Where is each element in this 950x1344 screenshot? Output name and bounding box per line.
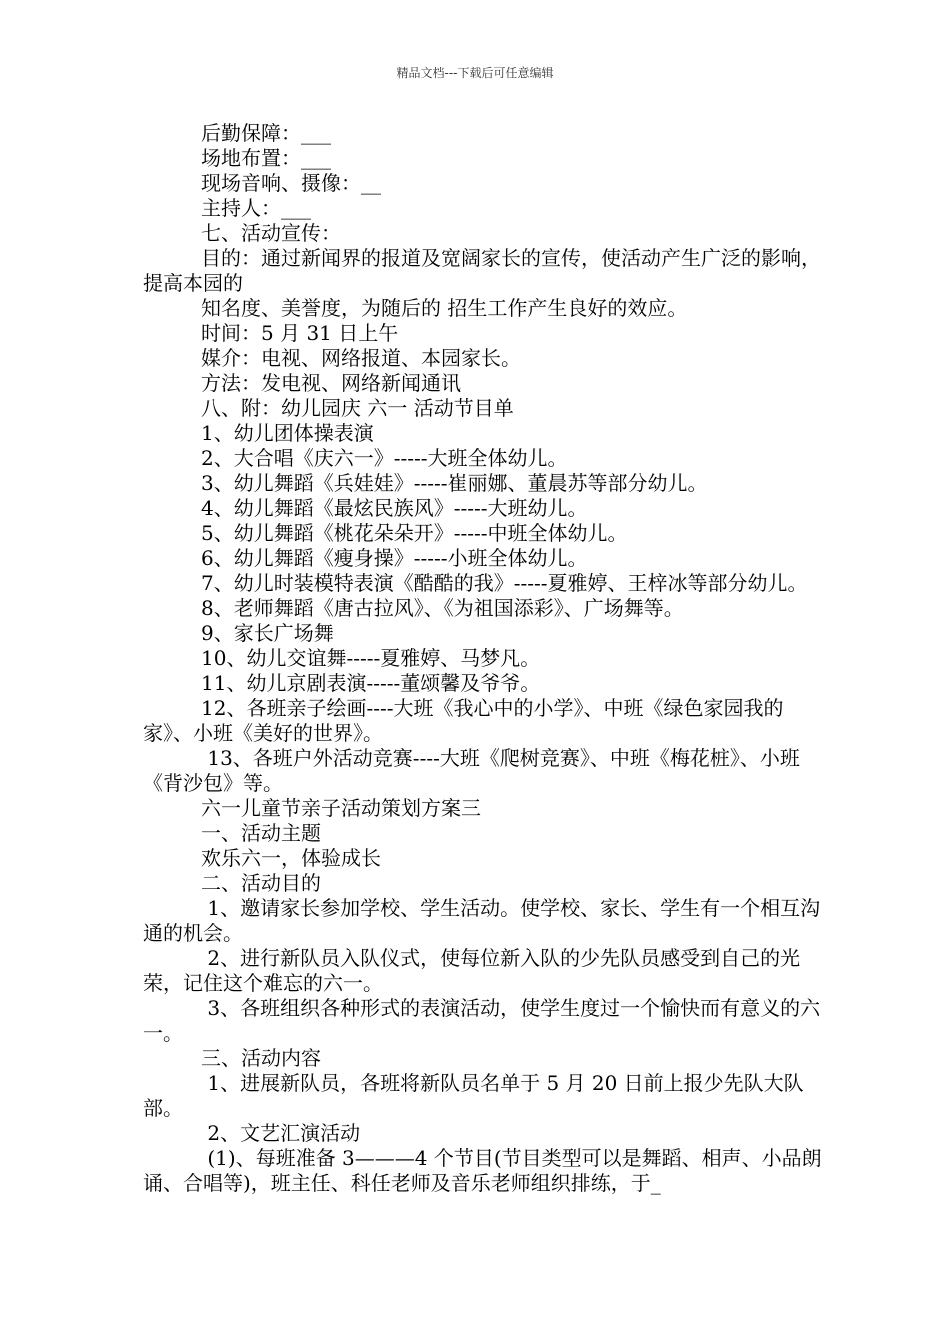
program-item: 3、幼儿舞蹈《兵娃娃》-----崔丽娜、董晨苏等部分幼儿。 bbox=[201, 471, 708, 495]
program-item: 10、幼儿交谊舞-----夏雅婷、马梦凡。 bbox=[201, 646, 541, 670]
program-item: 5、幼儿舞蹈《桃花朵朵开》-----中班全体幼儿。 bbox=[201, 521, 628, 545]
paragraph: 方法：发电视、网络新闻通讯 bbox=[201, 371, 461, 395]
program-item: 13、各班户外活动竞赛----大班《爬树竞赛》、中班《梅花桩》、小班《背沙包》等。 bbox=[143, 746, 800, 795]
program-item: 8、老师舞蹈《唐古拉风》、《为祖国添彩》、广场舞等。 bbox=[201, 596, 684, 620]
paragraph: 现场音响、摄像：__ bbox=[201, 171, 381, 195]
paragraph: 后勤保障：___ bbox=[201, 121, 331, 145]
page-header: 精品文档---下载后可任意编辑 bbox=[396, 66, 554, 80]
paragraph: 2、文艺汇演活动 bbox=[201, 1121, 361, 1145]
paragraph: 3、各班组织各种形式的表演活动，使学生度过一个愉快而有意义的六一。 bbox=[143, 996, 821, 1045]
paragraph: 时间：5 月 31 日上午 bbox=[201, 321, 399, 345]
program-item: 1、幼儿团体操表演 bbox=[201, 421, 374, 445]
program-item: 4、幼儿舞蹈《最炫民族风》-----大班幼儿。 bbox=[201, 496, 588, 520]
program-item: 9、家长广场舞 bbox=[201, 621, 334, 645]
paragraph: 场地布置：___ bbox=[201, 146, 331, 170]
section-heading: 二、活动目的 bbox=[201, 871, 321, 895]
section-heading: 一、活动主题 bbox=[201, 821, 321, 845]
paragraph: 媒介：电视、网络报道、本园家长。 bbox=[201, 346, 521, 370]
program-item: 11、幼儿京剧表演-----董颂馨及爷爷。 bbox=[201, 671, 541, 695]
program-item: 12、各班亲子绘画----大班《我心中的小学》、中班《绿色家园我的家》、小班《美好的世界》。 bbox=[143, 696, 784, 745]
program-item: 7、幼儿时装模特表演《酷酷的我》-----夏雅婷、王梓冰等部分幼儿。 bbox=[201, 571, 808, 595]
paragraph: 1、进展新队员，各班将新队员名单于 5 月 20 日前上报少先队大队部。 bbox=[143, 1071, 804, 1120]
plan-title: 六一儿童节亲子活动策划方案三 bbox=[201, 796, 481, 820]
document-body bbox=[143, 121, 823, 1196]
paragraph: (1)、每班准备 3———4 个节目(节目类型可以是舞蹈、相声、小品朗诵、合唱等)，班主任、科任老师及音乐老师组织排练，于_ bbox=[143, 1146, 822, 1195]
paragraph: 欢乐六一，体验成长 bbox=[201, 846, 381, 870]
program-item: 2、大合唱《庆六一》-----大班全体幼儿。 bbox=[201, 446, 568, 470]
program-item: 6、幼儿舞蹈《瘦身操》-----小班全体幼儿。 bbox=[201, 546, 588, 570]
section-heading: 八、附：幼儿园庆 六一 活动节目单 bbox=[201, 396, 514, 420]
paragraph: 知名度、美誉度，为随后的 招生工作产生良好的效应。 bbox=[201, 296, 688, 320]
paragraph: 目的：通过新闻界的报道及宽阔家长的宣传，使活动产生广泛的影响，提高本园的 bbox=[143, 246, 821, 295]
paragraph: 主持人：___ bbox=[201, 196, 311, 220]
paragraph: 1、邀请家长参加学校、学生活动。使学校、家长、学生有一个相互沟通的机会。 bbox=[143, 896, 821, 945]
section-heading: 七、活动宣传： bbox=[201, 221, 341, 245]
paragraph: 2、进行新队员入队仪式，使每位新入队的少先队员感受到自己的光荣，记住这个难忘的六一。 bbox=[143, 946, 801, 995]
section-heading: 三、活动内容 bbox=[201, 1046, 321, 1070]
